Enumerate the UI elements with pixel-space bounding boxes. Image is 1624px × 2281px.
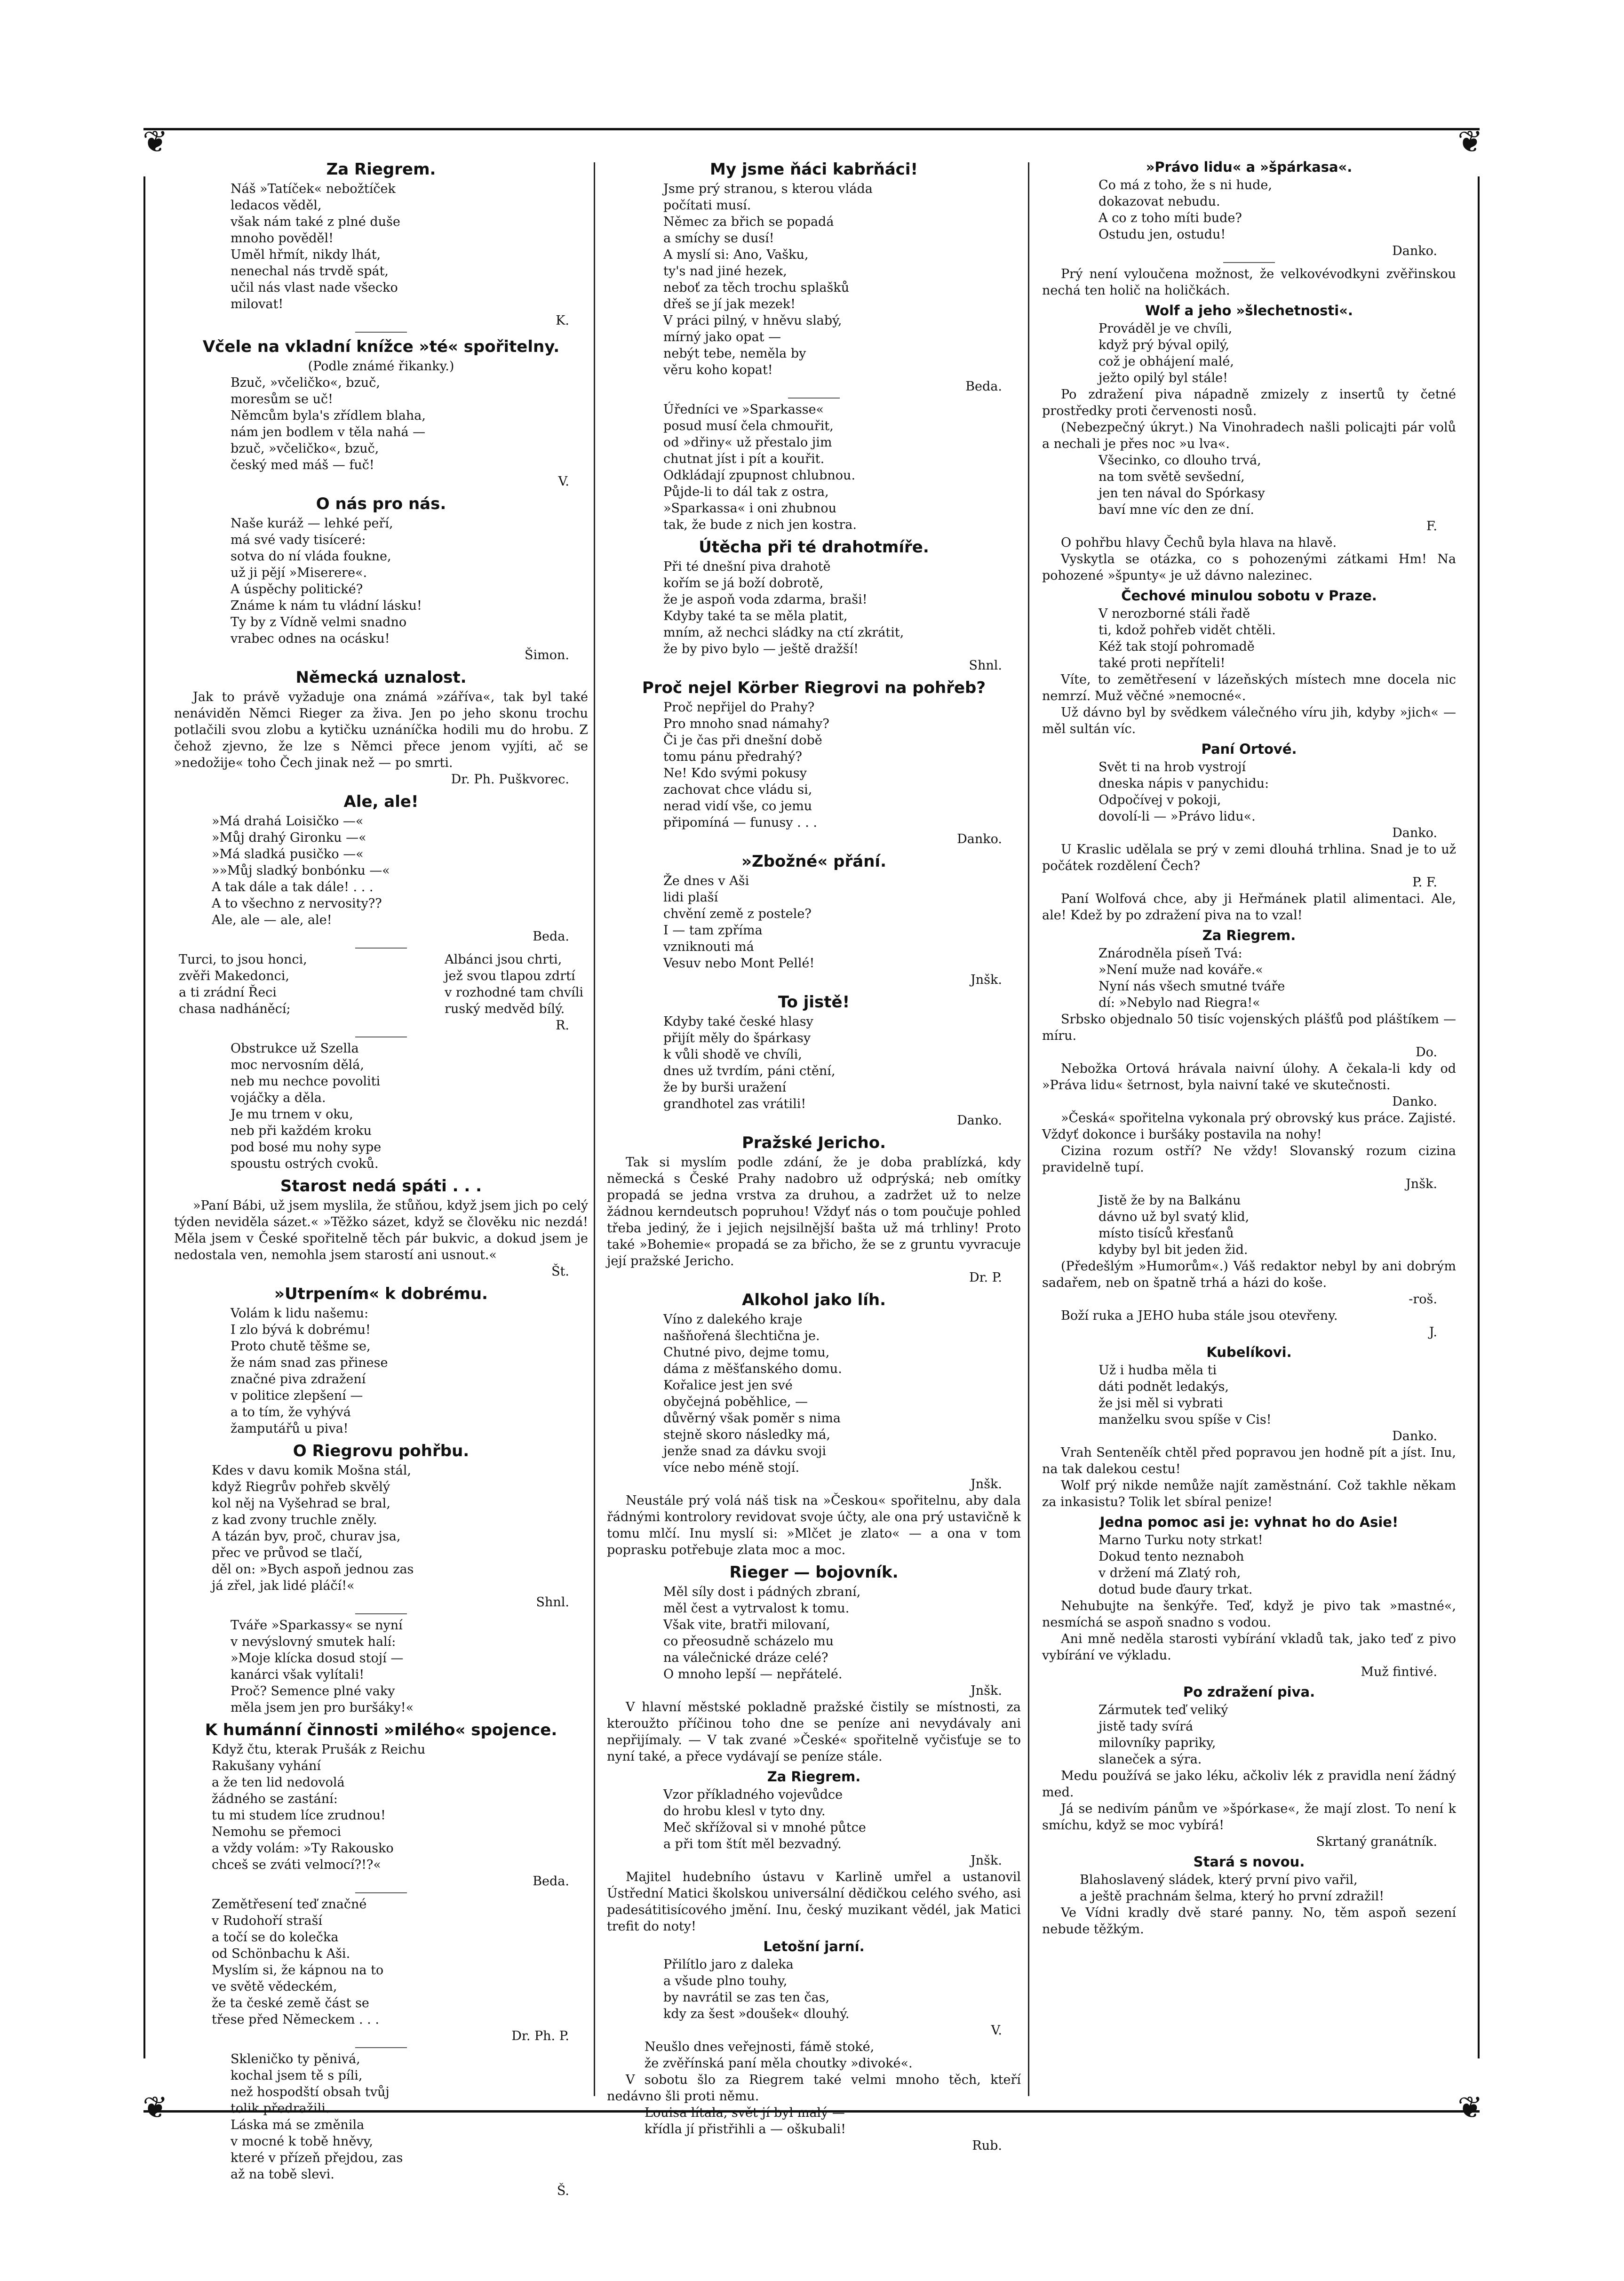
paragraph: V sobotu šlo za Riegrem také velmi mnoho těch, kteří nedávno šli proti němu. bbox=[607, 2073, 1021, 2104]
signature: Shnl. bbox=[536, 1595, 569, 1610]
column-divider-2 bbox=[1028, 162, 1029, 2096]
paragraph: Nehubujte na šenkýře. Teď, když je pivo tak »mastné«, nesmíchá se aspoň snadno s vodou. bbox=[1042, 1599, 1456, 1630]
paragraph: Medu používá se jako léku, ačkoliv lék z pravidla není žádný med. bbox=[1042, 1769, 1456, 1800]
heading: My jsme ňáci kabrňáci! bbox=[710, 160, 918, 179]
frame-right-edge bbox=[1478, 176, 1480, 2058]
signature: Danko. bbox=[1392, 244, 1437, 258]
signature: K. bbox=[556, 313, 569, 328]
heading: Stará s novou. bbox=[1193, 1854, 1305, 1870]
poem: Že dnes v Aši lidi plaší chvění země z postele? I — tam zpříma vzniknouti má Vesuv nebo Mont Pellé! bbox=[663, 874, 815, 971]
paragraph: (Předešlým »Humorům«.) Váš redaktor nebyl by ani dobrým sadařem, neb on špatně trhá a házi do koše. bbox=[1042, 1259, 1456, 1290]
signature: Jnšk. bbox=[970, 1477, 1002, 1491]
signature: F. bbox=[1426, 519, 1437, 534]
signature: J. bbox=[1429, 1325, 1437, 1340]
signature: Beda. bbox=[965, 379, 1002, 394]
frame-left-edge bbox=[143, 176, 145, 2058]
heading: Letošní jarní. bbox=[763, 1938, 865, 1954]
heading: Jedna pomoc asi je: vyhnat ho do Asie! bbox=[1099, 1514, 1399, 1530]
signature: Beda. bbox=[533, 929, 569, 944]
poem: Vzor příkladného vojevůdce do hrobu klesl v tyto dny. Meč skřížoval si v mnohé půtce a při tom štít měl bezvadný. bbox=[663, 1787, 866, 1851]
signature: V. bbox=[558, 474, 569, 489]
poem: Jistě že by na Balkánu dávno už byl svatý klid, místo tisíců křesťanů kdyby byl bit jeden žid. bbox=[1099, 1193, 1250, 1257]
signature: R. bbox=[556, 1018, 569, 1033]
signature: Do. bbox=[1415, 1045, 1437, 1060]
heading: O Riegrovu pohřbu. bbox=[293, 1442, 470, 1460]
poem: Louisa lítala, svět jí byl malý — křídla jí přistřihli a — oškubali! bbox=[645, 2106, 846, 2137]
poem: Proč nepřijel do Prahy? Pro mnoho snad námahy? Či je čas při dnešní době tomu pánu předrahý? Ne! Kdo svými pokusy zachovat chce vládu si, nerad vidí vše, co jemu připomíná — funusy . . . bbox=[663, 700, 829, 830]
signature: Jnšk. bbox=[1405, 1177, 1437, 1191]
poem: Kdes v davu komik Mošna stál, když Riegrův pohřeb skvělý kol něj na Vyšehrad se bral, z kad zvony truchle zněly. A tázán byv, proč, churav jsa, přec ve průvod se tlačí, děl on: »Bych aspoň jednou zas já zřel, jak lidé pláčí!« bbox=[212, 1463, 414, 1593]
divider bbox=[355, 2047, 407, 2048]
divider bbox=[355, 332, 407, 333]
column-divider-1 bbox=[594, 162, 595, 2096]
poem: Obstrukce už Szella moc nervosním dělá, neb mu nechce povoliti vojáčky a děla. Je mu trnem v oku, neb při každém kroku pod bosé mu nohy sype spoustu ostrých cvoků. bbox=[231, 1041, 382, 1171]
paragraph: »Česká« spořitelna vykonala prý obrovský kus práce. Zajisté. Vždyť dokonce i buršáky postavila na nohy! bbox=[1042, 1111, 1456, 1142]
divider bbox=[355, 1892, 407, 1893]
paragraph: Tak si myslím podle zdání, že je doba prablízká, kdy německá s České Prahy nadobro už odprýská; neb omítky propadá se jedna vrstva za druhou, a zadržet už to nelze žádnou kerndeutsch popruhou! Vždyť nás o tom poučuje pohled třeba jediný, že i jejich nejsilnější bašta už má trhliny! Proto také »Bohemie« propadá se za břicho, že se z gruntu vyvracuje její pražské Jericho. bbox=[607, 1155, 1021, 1268]
poem: Úředníci ve »Sparkasse« posud musí čela chmouřit, od »dřiny« už přestalo jim chutnat jíst i pít a kouřit. Odkládají zpupnost chlubnou. Půjde-li to dál tak z ostra, »Sparkassa« i oni zhubnou tak, že bude z nich jen kostra. bbox=[663, 402, 857, 532]
divider bbox=[355, 948, 407, 949]
poem: Zármutek teď veliký jistě tady svírá milovníky papriky, slaneček a sýra. bbox=[1099, 1703, 1228, 1767]
poem: Neušlo dnes veřejnosti, fámě stoké, že zvěřínská paní měla choutky »divoké«. bbox=[645, 2040, 913, 2071]
paragraph: V hlavní městské pokladně pražské čistily se místnosti, za kteroužto příčinou toho dne se peníze ani nevydávaly ani nepřijímaly. — V tak zvané »České« spořitelně vyčisťuje se to nyní také, a přece vydávají se peníze stále. bbox=[607, 1700, 1021, 1764]
heading: Paní Ortové. bbox=[1201, 741, 1297, 757]
verse-right: Albánci jsou chrti, jež svou tlapou zdrtí v rozhodné tam chvíli ruský medvěd bílý. bbox=[445, 952, 583, 1016]
signature: -roš. bbox=[1409, 1292, 1437, 1307]
heading: Včele na vkladní knížce »té« spořitelny. bbox=[202, 337, 560, 356]
paragraph: Ani mně neděla starosti vybírání vkladů tak, jako teď z pivo vybírání ve výkladu. bbox=[1042, 1632, 1456, 1663]
heading: Alkohol jako líh. bbox=[742, 1291, 886, 1309]
two-column-verse bbox=[174, 951, 588, 1017]
heading: Proč nejel Körber Riegrovi na pohřeb? bbox=[642, 678, 986, 697]
paragraph: Boží ruka a JEHO huba stále jsou otevřeny. bbox=[1061, 1308, 1338, 1323]
signature: V. bbox=[991, 2023, 1002, 2038]
paragraph: Cizina rozum ostří? Ne vždy! Slovanský rozum cizina pravidelně tupí. bbox=[1042, 1144, 1456, 1175]
poem: Už i hudba měla ti dáti podnět ledakýs, že jsi měl si vybrati manželku svou spíše v Cis! bbox=[1099, 1363, 1272, 1427]
signature: Šimon. bbox=[525, 648, 569, 662]
poem: Náš »Tatíček« nebožtíček ledacos věděl, však nám také z plné duše mnoho pověděl! Uměl hřmít, nikdy lhát, nenechal nás trvdě spát, učil nás vlast nade všecko milovat! bbox=[231, 182, 400, 311]
signature: Danko. bbox=[957, 1113, 1002, 1128]
signature: Danko. bbox=[1392, 826, 1437, 840]
signature: Jnšk. bbox=[970, 973, 1002, 987]
heading: Za Riegrem. bbox=[767, 1769, 861, 1785]
paragraph: Jak to právě vyžaduje ona známá »záříva«, tak byl také nenáviděn Němci Rieger za živa. Jen po jeho skonu trochu potlačili svou zlobu a kytičku uznáníčka hodili mu do hrobu. Z čehož zjevno, že lze s Němci přece jenom vyjíti, ač se »nedožije« toho Čech jinak než — po smrti. bbox=[174, 690, 588, 770]
signature: Danko. bbox=[957, 832, 1002, 846]
paragraph: Nebožka Ortová hrávala naivní úlohy. A čekala-li kdy od »Práva lidu« šetrnost, byla naivní také ve skutečnosti. bbox=[1042, 1061, 1456, 1093]
poem: Při té dnešní piva drahotě kořím se já boží dobrotě, že je aspoň voda zdarma, braši! Kdyby také ta se měla platit, mním, až nechci sládky na ctí zkrátit, že by pivo bylo — ještě dražší! bbox=[663, 559, 904, 656]
paragraph: Srbsko objednalo 50 tisíc vojenských plášťů pod pláštíkem — míru. bbox=[1042, 1012, 1456, 1043]
poem: Přilítlo jaro z daleka a všude plno touhy, by navrátil se zas ten čas, kdy za šest »doušek« dlouhý. bbox=[663, 1957, 850, 2021]
verse-left: Turci, to jsou honci, zvěři Makedonci, a ti zrádní Řeci chasa nadháněcí; bbox=[179, 952, 307, 1016]
poem: Měl síly dost i pádných zbraní, měl čest a vytrvalost k tomu. Však vite, bratři milovaní, co přeosudně scházelo mu na válečnické dráze celé? O mnoho lepší — nepřátelé. bbox=[663, 1585, 861, 1682]
paragraph: Neustále prý volá náš tisk na »Českou« spořitelnu, aby dala řádnými kontrolory revidovat svoje účty, ale ona prý ustavičně k tomu mlčí. Inu myslí si: »Mlčet je zlato« — a ona v tom poprasku potřebuje zlata moc a moc. bbox=[607, 1493, 1021, 1557]
heading: To jistě! bbox=[778, 993, 850, 1012]
signature: Dr. P. bbox=[969, 1270, 1002, 1285]
signature: Jnšk. bbox=[970, 1683, 1002, 1698]
heading: Kubelíkovi. bbox=[1206, 1344, 1292, 1360]
heading: »Právo lidu« a »špárkasa«. bbox=[1146, 159, 1353, 175]
column-2 bbox=[607, 155, 1021, 2154]
poem: Marno Turku noty strkat! Dokud tento neznaboh v držení má Zlatý roh, dotud bude ďaury trkat. bbox=[1099, 1533, 1263, 1597]
paragraph: U Kraslic udělala se prý v zemi dlouhá trhlina. Snad je to už počátek rozdělení Čech? bbox=[1042, 842, 1456, 873]
poem: Blahoslavený sládek, který první pivo vařil, a ještě prachnám šelma, který ho první zdražil! bbox=[1080, 1873, 1385, 1904]
poem: Znárodněla píseň Tvá: »Není muže nad kováře.« Nyní nás všech smutné tváře dí: »Nebylo nad Riegra!« bbox=[1099, 946, 1285, 1010]
paragraph: Už dávno byl by svědkem válečného víru jih, kdyby »jich« — měl sultán víc. bbox=[1042, 705, 1456, 736]
poem: Víno z dalekého kraje našňořená šlechtična je. Chutné pivo, dejme tomu, dáma z měšťanského domu. Kořalice jest jen své obyčejná poběhlice, — důvěrný však poměr s nima stejně skoro následky má, jenže snad za dávku svoji více nebo méně stojí. bbox=[663, 1312, 842, 1475]
signature: Št. bbox=[551, 1264, 569, 1279]
paragraph: Wolf prý nikde nemůže najít zaměstnání. Což takhle někam za inkasistu? Tolik let sbíral penize! bbox=[1042, 1478, 1456, 1509]
paragraph: (Nebezpečný úkryt.) Na Vinohradech našli policajti pár volů a nechali je přes noc »u lva«. bbox=[1042, 420, 1456, 451]
heading: Německá uznalost. bbox=[295, 668, 467, 687]
corner-ornament-bottom-right: ❦ bbox=[1457, 2090, 1483, 2125]
signature: Dr. Ph. P. bbox=[511, 2029, 569, 2043]
paragraph: Vyskytla se otázka, co s pohozenými zátkami Hm! Na pohozené »špunty« je už dávno nalezinec. bbox=[1042, 552, 1456, 583]
signature: Danko. bbox=[1392, 1429, 1437, 1444]
paragraph: Víte, to zemětřesení v lázeňských místech mne docela nic nemrzí. Muž věčné »nemocné«. bbox=[1042, 672, 1456, 703]
paragraph: Já se nedivím pánům ve »špórkase«, že mají zlost. To není k smíchu, když se moc vybírá! bbox=[1042, 1802, 1456, 1833]
signature: Shnl. bbox=[969, 658, 1002, 673]
poem: Všecinko, co dlouho trvá, na tom světě sevšední, jen ten nával do Spórkasy baví mne víc den ze dní. bbox=[1099, 453, 1265, 517]
paragraph: Prý není vyloučena možnost, že velkovévodkyni zvěřinskou nechá ten holič na holičkách. bbox=[1042, 267, 1456, 298]
paragraph: O pohřbu hlavy Čechů byla hlava na hlavě. bbox=[1061, 535, 1337, 550]
paragraph: »Paní Bábi, už jsem myslila, že stůňou, když jsem jich po celý týden neviděla sázet.« »Těžko sázet, když se člověku nic nezdá! Měla jsem v České spořitelně těch pár bukvic, a dokud jsem je nedostala ven, nemohla jsem starostí ani usnout.« bbox=[174, 1198, 588, 1262]
column-1 bbox=[174, 155, 588, 2199]
poem: Prováděl je ve chvíli, když prý býval opilý, což je obhájení malé, ježto opilý byl stále! bbox=[1099, 321, 1234, 385]
heading: Wolf a jeho »šlechetnosti«. bbox=[1145, 303, 1353, 319]
poem: Zemětřesení teď značné v Rudohoří straší a točí se do kolečka od Schönbachu k Aši. Myslím si, že kápnou na to ve světě vědeckém, že ta české země část se třese před Německem . . . bbox=[212, 1897, 384, 2027]
corner-ornament-top-left: ❦ bbox=[143, 125, 168, 160]
corner-ornament-bottom-left: ❦ bbox=[143, 2090, 168, 2125]
heading: Za Riegrem. bbox=[1202, 927, 1296, 943]
poem: Když čtu, kterak Prušák z Reichu Rakušany vyhání a že ten lid nedovolá žádného se zastání: tu mi studem líce zrudnou! Nemohu se přemoci a vždy volám: »Ty Rakousko chceš se zváti velmocí?!?« bbox=[212, 1742, 426, 1872]
heading: Ale, ale! bbox=[343, 792, 419, 811]
heading: »Utrpením« k dobrému. bbox=[274, 1284, 488, 1303]
heading: Útěcha při té drahotmíře. bbox=[699, 538, 929, 557]
heading: Za Riegrem. bbox=[326, 160, 436, 179]
paragraph: Majitel hudebního ústavu v Karlině umřel a ustanovil Ústřední Matici školskou universální dědičkou celého svého, asi padesátitisícového jmění. Inu, český muzikant vědél, jak Matici trefit do noty! bbox=[607, 1870, 1021, 1934]
paragraph: Ve Vídni kradly dvě staré panny. No, těm aspoň sezení nebude těžkým. bbox=[1042, 1906, 1456, 1937]
heading: Pražské Jericho. bbox=[741, 1133, 886, 1152]
heading: Po zdražení piva. bbox=[1183, 1684, 1315, 1700]
heading: »Zbožné« přání. bbox=[741, 852, 886, 871]
poem: Bzuč, »včeličko«, bzuč, moresům se uč! Němcům byla's zřídlem blaha, nám jen bodlem v těla nahá — bzuč, »včeličko«, bzuč, český med máš — fuč! bbox=[231, 375, 426, 472]
paragraph: Paní Wolfová chce, aby ji Heřmánek platil alimentaci. Ale, ale! Kdež by po zdražení piva na to vzal! bbox=[1042, 892, 1456, 923]
corner-ornament-top-right: ❦ bbox=[1457, 125, 1483, 160]
heading: K humánní činnosti »milého« spojence. bbox=[205, 1721, 557, 1739]
signature: Jnšk. bbox=[970, 1853, 1002, 1868]
poem: Kdyby také české hlasy přijít měly do špárkasy k vůli shodě ve chvíli, dnes už tvrdím, páni ctění, že by burši uražení grandhotel zas vrátili! bbox=[663, 1014, 836, 1111]
poem: Jsme prý stranou, s kterou vláda počítati musí. Němec za břich se popadá a smíchy se dusí! A myslí si: Ano, Vašku, ty's nad jiné hezek, neboť za těch trochu splašků dřeš se jí jak mezek! V práci pilný, v hněvu slabý, mírný jako opat — nebýt tebe, neměla by věru koho kopat! bbox=[663, 182, 873, 377]
signature: Skrtaný granátník. bbox=[1316, 1834, 1437, 1849]
divider bbox=[1223, 262, 1275, 263]
signature: Beda. bbox=[533, 1874, 569, 1889]
poem: »Má drahá Loisičko —« »Můj drahý Gironku —« »Má sladká pusičko —« »»Můj sladký bonbónku —« A tak dále a tak dále! . . . A to všechno z nervosity?? Ale, ale — ale, ale! bbox=[212, 814, 390, 927]
signature: P. F. bbox=[1412, 875, 1437, 890]
divider bbox=[355, 1613, 407, 1614]
heading: O nás pro nás. bbox=[316, 494, 446, 513]
paragraph: Po zdražení piva nápadně zmizely z insertů ty četné prostředky proti červenosti nosů. bbox=[1042, 387, 1456, 418]
signature: Dr. Ph. Puškvorec. bbox=[451, 772, 569, 787]
subheading: (Podle známé řikanky.) bbox=[308, 359, 454, 374]
poem: Naše kuráž — lehké peří, má své vady tisíceré: sotva do ní vláda foukne, už ji pějí »Miserere«. A úspěchy politické? Známe k nám tu vládní lásku! Ty by z Vídně velmi snadno vrabec odnes na ocásku! bbox=[231, 516, 422, 646]
heading: Čechové minulou sobotu v Praze. bbox=[1121, 588, 1377, 604]
column-3 bbox=[1042, 155, 1456, 1938]
heading: Rieger — bojovník. bbox=[729, 1563, 899, 1582]
divider bbox=[788, 398, 840, 399]
signature: Danko. bbox=[1392, 1094, 1437, 1109]
heading: Starost nedá spáti . . . bbox=[280, 1177, 482, 1196]
poem: Tváře »Sparkassy« se nyní v nevýslovný smutek halí: »Moje klícka dosud stojí — kanárci však vylítali! Proč? Semence plné vaky měla jsem jen pro buršáky!« bbox=[231, 1618, 414, 1715]
poem: Svět ti na hrob vystrojí dneska nápis v panychidu: Odpočívej v pokoji, dovolí-li — »Právo lidu«. bbox=[1099, 760, 1269, 824]
signature: Rub. bbox=[972, 2138, 1002, 2153]
poem: Co má z toho, že s ni hude, dokazovat nebudu. A co z toho míti bude? Ostudu jen, ostudu! bbox=[1099, 178, 1272, 242]
poem: Skleničko ty pěnivá, kochal jsem tě s píli, než hospodští obsah tvůj tolik předražili. Láska má se změnila v mocné k tobě hněvy, které v přízeň přejdou, zas až na tobě slevi. bbox=[231, 2052, 403, 2182]
signature: Muž fintivé. bbox=[1361, 1665, 1437, 1679]
poem: Volám k lidu našemu: I zlo bývá k dobrému! Proto chutě těšme se, že nám snad zas přinese značné piva zdražení v politice zlepšení — a to tím, že vyhývá žamputářů u piva! bbox=[231, 1306, 388, 1436]
paragraph: Vrah Senteněík chtěl před popravou jen hodně pít a jíst. Inu, na tak dalekou cestu! bbox=[1042, 1445, 1456, 1476]
signature: Š. bbox=[557, 2184, 569, 2198]
poem: V nerozborné stáli řadě ti, kdož pohřeb vidět chtěli. Kéž tak stojí pohromadě také proti nepříteli! bbox=[1099, 606, 1276, 670]
